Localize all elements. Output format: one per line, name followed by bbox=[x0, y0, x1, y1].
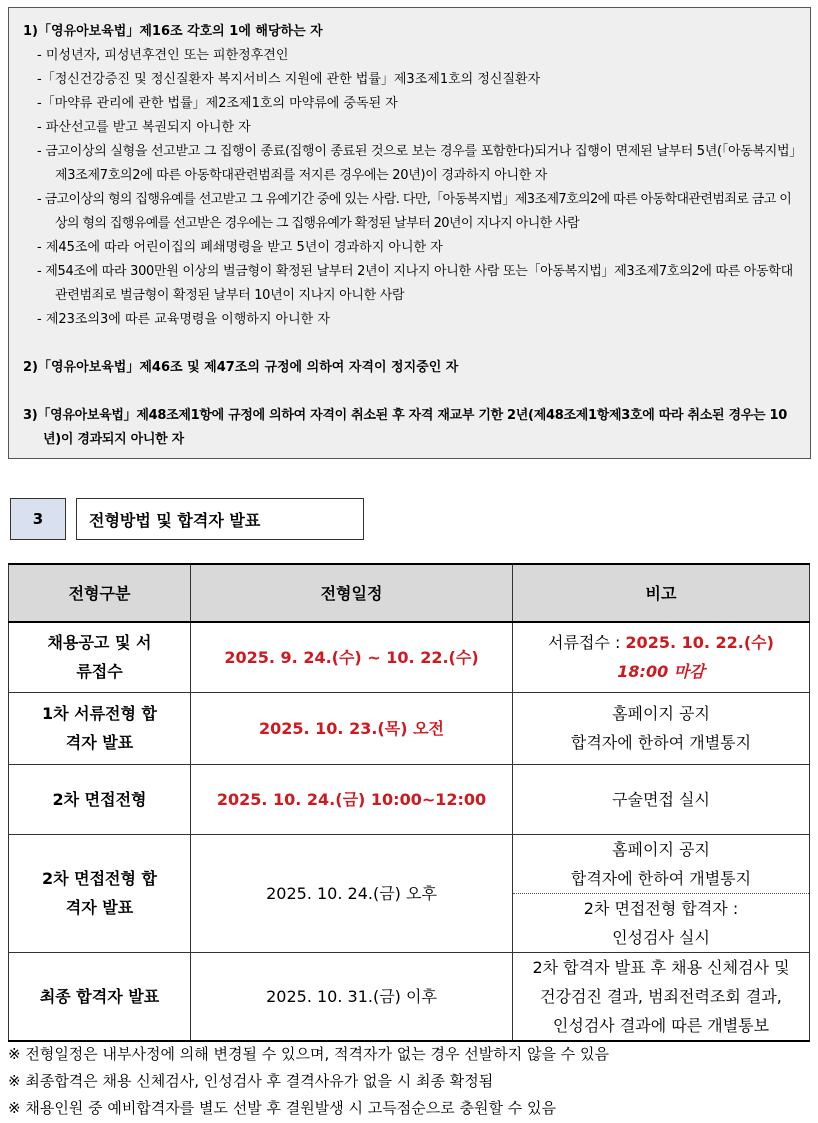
note-line: 2차 합격자 발표 후 채용 신체검사 및 bbox=[532, 957, 790, 977]
stage-label: 2차 면접전형 bbox=[52, 789, 147, 809]
table-row bbox=[9, 834, 810, 893]
note-line: 구술면접 실시 bbox=[612, 789, 710, 809]
qual-item: -「마약류 관리에 관한 법률」제2조제1호의 마약류에 중독된 자 bbox=[37, 96, 398, 111]
date-cell bbox=[191, 692, 513, 764]
note-line: 2차 면접전형 합격자 : bbox=[583, 898, 739, 918]
header-date: 전형일정 bbox=[191, 564, 513, 622]
note-cell bbox=[513, 834, 810, 893]
date-value: 2025. 9. 24.(수) ~ 10. 22.(수) bbox=[224, 647, 479, 667]
qual-item: - 제45조에 따라 어린이집의 폐쇄명령을 받고 5년이 경과하지 아니한 자 bbox=[37, 240, 443, 255]
table-row bbox=[9, 764, 810, 834]
qual-item: - 제23조의3에 따른 교육명령을 이행하지 아니한 자 bbox=[37, 312, 330, 327]
section-number: 3 bbox=[10, 498, 66, 540]
date-cell bbox=[191, 764, 513, 834]
header-note: 비고 bbox=[513, 564, 810, 622]
footnote: ※ 최종합격은 채용 신체검사, 인성검사 후 결격사유가 없을 시 최종 확정됨 bbox=[8, 1072, 494, 1090]
footnote: ※ 채용인원 중 예비합격자를 별도 선발 후 결원발생 시 고득점순으로 충원할 수 있음 bbox=[8, 1099, 556, 1117]
note-cell bbox=[513, 622, 810, 692]
date-cell bbox=[191, 622, 513, 692]
date-value: 2025. 10. 23.(목) 오전 bbox=[258, 718, 444, 738]
qual-item: -「정신건강증진 및 정신질환자 복지서비스 지원에 관한 법률」제3조제1호의 정신질환자 bbox=[37, 72, 541, 87]
note-line: 합격자에 한하여 개별통지 bbox=[570, 733, 752, 752]
note-line: 홈페이지 공지 bbox=[612, 704, 710, 723]
date-cell bbox=[191, 952, 513, 1041]
stage-label: 채용공고 및 서류접수 bbox=[47, 633, 152, 682]
qual-group-1 bbox=[23, 20, 796, 332]
stage-cell bbox=[9, 952, 191, 1041]
stage-cell bbox=[9, 622, 191, 692]
section-title: 전형방법 및 합격자 발표 bbox=[76, 498, 364, 540]
qual-group-2-heading: 2)「영유아보육법」제46조 및 제47조의 규정에 의하여 자격이 정지중인 자 bbox=[23, 360, 459, 375]
footnotes bbox=[8, 1041, 810, 1122]
qual-item: - 금고이상의 실형을 선고받고 그 집행이 종료(집행이 종료된 것으로 보는 경우를 포함한다)되거나 집행이 면제된 날부터 5년(「아동복지법」제3조제7호의2에 따른 아동학대관련범죄를 저지른 경우에는 20년)이 경과하지 아니한 자 bbox=[37, 144, 796, 183]
note-line: 합격자에 한하여 개별통지 bbox=[570, 868, 752, 888]
qual-item: - 제54조에 따라 300만원 이상의 벌금형이 확정된 날부터 2년이 지나지 아니한 사람 또는「아동복지법」제3조제7호의2에 따른 아동학대관련범죄로 벌금형이 확정된 날부터 10년이 지나지 아니한 사람 bbox=[37, 264, 793, 303]
stage-label: 최종 합격자 발표 bbox=[39, 986, 160, 1006]
note-line: 인성검사 결과에 따른 개별통보 bbox=[552, 1015, 770, 1035]
stage-label: 2차 면접전형 합격자 발표 bbox=[41, 869, 157, 917]
date-value: 2025. 10. 24.(금) 10:00~12:00 bbox=[216, 789, 487, 809]
table-row bbox=[9, 692, 810, 764]
note-line: 건강검진 결과, 범죄전력조회 결과, bbox=[540, 986, 782, 1006]
stage-cell bbox=[9, 692, 191, 764]
stage-cell bbox=[9, 834, 191, 952]
disqualification-box bbox=[8, 7, 811, 459]
qual-group-3-heading: 3)「영유아보육법」제48조제1항에 규정에 의하여 자격이 취소된 후 자격 재교부 기한 2년(제48조제1항제3호에 따라 취소된 경우는 10년)이 경과되지 아니한 자 bbox=[23, 408, 787, 447]
qual-item: - 금고이상의 형의 집행유예를 선고받고 그 유예기간 중에 있는 사람. 다만,「아동복지법」제3조제7호의2에 따른 아동학대관련범죄로 금고 이상의 형의 집행유예를 선고받은 경우에는 그 집행유예가 확정된 날부터 20년이 지나지 아니한 사람 bbox=[37, 192, 792, 231]
date-cell bbox=[191, 834, 513, 952]
note-line: 홈페이지 공지 bbox=[612, 839, 710, 859]
note-line: 인성검사 실시 bbox=[612, 927, 710, 947]
footnote: ※ 전형일정은 내부사정에 의해 변경될 수 있으며, 적격자가 없는 경우 선발하지 않을 수 있음 bbox=[8, 1045, 609, 1063]
table-header-row bbox=[9, 564, 810, 622]
note-cell bbox=[513, 764, 810, 834]
note-cell bbox=[513, 893, 810, 952]
note-deadline-date: 2025. 10. 22.(수) bbox=[625, 633, 774, 653]
schedule-table bbox=[8, 563, 810, 1042]
qual-item: - 파산선고를 받고 복권되지 아니한 자 bbox=[37, 120, 251, 135]
qual-group-1-heading: 1)「영유아보육법」제16조 각호의 1에 해당하는 자 bbox=[23, 24, 323, 39]
stage-label: 1차 서류전형 합격자 발표 bbox=[41, 704, 157, 752]
qual-item: - 미성년자, 피성년후견인 또는 피한정후견인 bbox=[37, 48, 289, 63]
stage-cell bbox=[9, 764, 191, 834]
note-deadline-time: 18:00 마감 bbox=[617, 662, 705, 682]
date-value: 2025. 10. 24.(금) 오후 bbox=[266, 883, 437, 903]
date-value: 2025. 10. 31.(금) 이후 bbox=[266, 986, 437, 1006]
table-row bbox=[9, 952, 810, 1041]
note-cell bbox=[513, 952, 810, 1041]
note-cell bbox=[513, 692, 810, 764]
header-stage: 전형구분 bbox=[9, 564, 191, 622]
note-prefix: 서류접수 : bbox=[548, 633, 626, 653]
table-row bbox=[9, 622, 810, 692]
